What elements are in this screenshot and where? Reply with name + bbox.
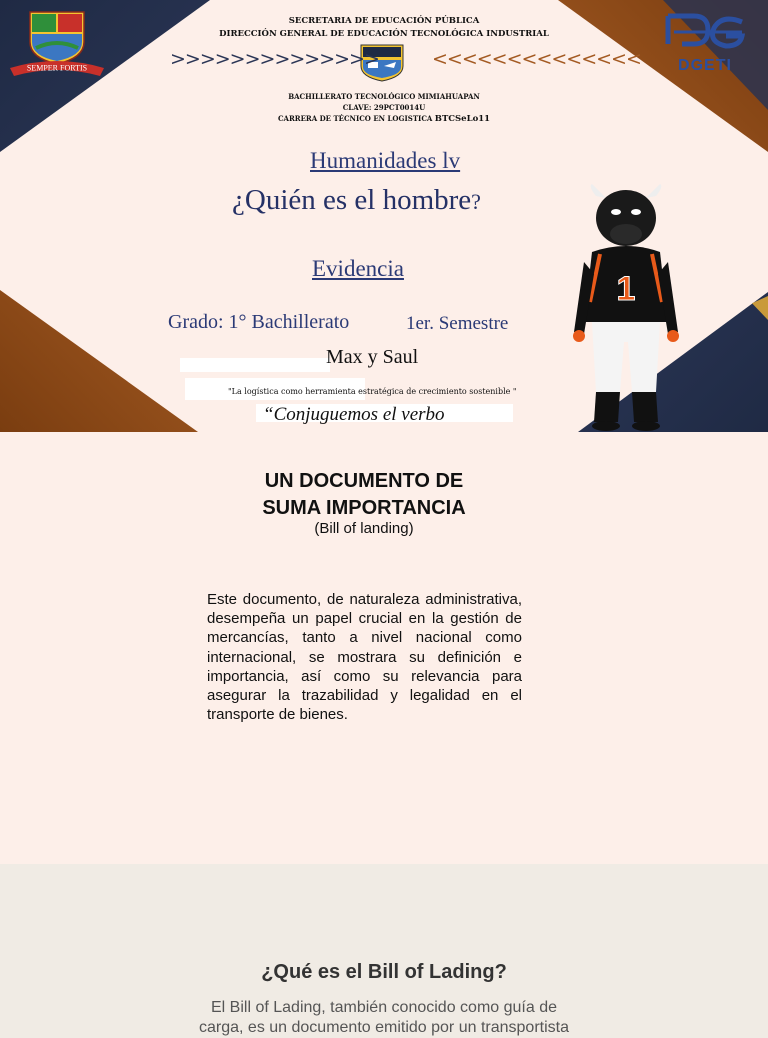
school-motto: "La logística como herramienta estratégica de crecimiento sostenible " (228, 387, 517, 396)
importance-body: Este documento, de naturaleza administrativa, desempeña un papel crucial en la gestión de mercancías, tanto a nivel nacional como internacional, se mostrara su definición e importancia, así como su relevancia para asegurar la trazabilidad y legalidad en el transporte de bienes. (207, 591, 522, 724)
importance-title-line1: UN DOCUMENTO DE (264, 470, 464, 492)
verb-phrase: “Conjuguemos el verbo (263, 404, 445, 425)
shield-motto: SEMPER FORTIS (26, 63, 88, 73)
career-line (0, 114, 768, 124)
importance-title (0, 468, 728, 522)
evidence-heading: Evidencia (312, 256, 404, 281)
student-names: Max y Saul (326, 346, 419, 368)
main-question (232, 184, 481, 217)
dgeti-text: DGETI (678, 57, 732, 74)
bull-mascot-image (570, 182, 682, 432)
cover-slide (0, 0, 768, 432)
header-dgeti: DIRECCIÓN GENERAL DE EDUCACIÓN TECNOLÓGICA INDUSTRIAL (219, 29, 549, 39)
jersey-number: 1 (616, 270, 636, 308)
grade-label: Grado: 1° Bachillerato (168, 311, 350, 333)
white-box-1 (180, 358, 330, 372)
question-mark: ? (471, 189, 481, 214)
chevrons-left: >>>>>>>>>>>>>> (170, 48, 379, 70)
importance-subtitle: (Bill of landing) (314, 520, 414, 537)
semester-label: 1er. Semestre (406, 313, 509, 334)
header-sep: SECRETARIA DE EDUCACIÓN PÚBLICA (288, 16, 480, 26)
definition-title: ¿Qué es el Bill of Lading? (261, 961, 507, 983)
subject-title: Humanidades lv (310, 148, 461, 173)
definition-slide (0, 864, 768, 1036)
school-key: CLAVE: 29PCT0014U (342, 103, 426, 112)
importance-title-line2: SUMA IMPORTANCIA (262, 497, 466, 519)
question-text: ¿Quién es el hombre (232, 184, 472, 216)
definition-body: El Bill of Lading, también conocido como guía de carga, es un documento emitido por un transportista (199, 999, 569, 1036)
importance-slide (0, 432, 768, 864)
chevrons-right: <<<<<<<<<<<<<< (432, 48, 641, 70)
school-name: BACHILLERATO TECNOLÓGICO MIMIAHUAPAN (288, 92, 480, 101)
career-label: CARRERA DE TÉCNICO EN LOGISTICA (277, 114, 433, 123)
career-code: BTCSeLo11 (434, 114, 491, 124)
